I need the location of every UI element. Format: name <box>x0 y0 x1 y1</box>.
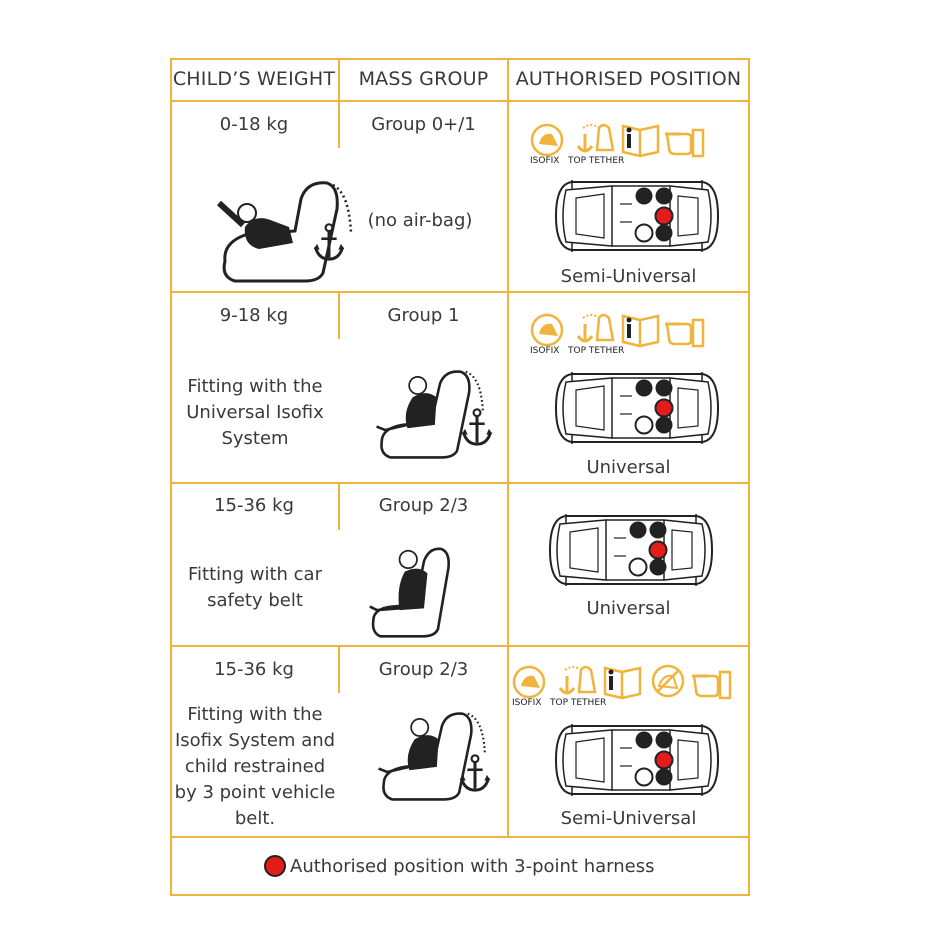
row1-weight: 0-18 kg <box>219 114 289 135</box>
anchor-icon <box>458 754 492 794</box>
header-divider <box>170 100 750 102</box>
row2-fitting-line2: Universal Isofix <box>186 402 324 423</box>
row3-position-label: Universal <box>586 598 671 619</box>
isofix-icon <box>530 310 572 348</box>
top-tether-label: TOP TETHER <box>568 346 625 356</box>
top-tether-icon <box>557 662 599 700</box>
anchor-icon <box>460 408 494 448</box>
isofix-icon <box>530 120 572 158</box>
pointing-hand-icon <box>692 662 734 700</box>
header-authorised-position: AUTHORISED POSITION <box>515 68 742 90</box>
row4-fitting-line5: belt. <box>234 808 276 829</box>
header-mass-group: MASS GROUP <box>358 68 489 90</box>
vehicle-seat-diagram <box>552 368 722 448</box>
compatibility-table <box>170 58 750 896</box>
row-divider <box>170 482 750 484</box>
manual-icon <box>620 310 662 348</box>
row2-fitting-line3: System <box>221 428 289 449</box>
header-childs-weight: CHILD’S WEIGHT <box>172 68 336 90</box>
top-tether-icon <box>575 310 617 348</box>
row-divider <box>170 291 750 293</box>
isofix-label: ISOFIX <box>530 156 560 166</box>
booster-seat-illustration <box>366 542 454 638</box>
row3-fitting-line2: safety belt <box>207 590 303 611</box>
row4-fitting-line1: Fitting with the <box>187 704 323 725</box>
column-divider <box>507 58 509 838</box>
vehicle-seat-diagram <box>552 720 722 800</box>
top-tether-label: TOP TETHER <box>550 698 607 708</box>
vehicle-seat-diagram <box>552 176 722 256</box>
row1-position-label: Semi-Universal <box>560 266 697 287</box>
pointing-hand-icon <box>665 120 707 158</box>
row4-weight: 15-36 kg <box>214 659 294 680</box>
no-airbag-icon <box>647 662 689 700</box>
row4-position-label: Semi-Universal <box>560 808 697 829</box>
row2-weight: 9-18 kg <box>219 305 289 326</box>
row2-position-label: Universal <box>586 457 671 478</box>
row4-fitting-line3: child restrained <box>184 756 326 777</box>
top-tether-label: TOP TETHER <box>568 156 625 166</box>
row3-weight: 15-36 kg <box>214 495 294 516</box>
table-border-top <box>170 58 750 60</box>
row-divider <box>170 836 750 838</box>
manual-icon <box>620 120 662 158</box>
row4-fitting-line2: Isofix System and <box>174 730 336 751</box>
authorised-position-dot <box>264 855 286 877</box>
vehicle-seat-diagram <box>546 510 716 590</box>
row1-note: (no air-bag) <box>367 210 473 231</box>
row3-fitting-line1: Fitting with car <box>188 564 322 585</box>
top-tether-icon <box>575 120 617 158</box>
row4-fitting-line4: by 3 point vehicle <box>174 782 336 803</box>
row2-group: Group 1 <box>387 305 460 326</box>
row1-group: Group 0+/1 <box>371 114 476 135</box>
row4-group: Group 2/3 <box>378 659 469 680</box>
isofix-icon <box>512 662 554 700</box>
isofix-label: ISOFIX <box>530 346 560 356</box>
row-divider <box>170 645 750 647</box>
manual-icon <box>602 662 644 700</box>
legend-text: Authorised position with 3-point harness <box>290 856 655 877</box>
row3-group: Group 2/3 <box>378 495 469 516</box>
table-border-right <box>748 58 750 896</box>
table-border-bottom <box>170 894 750 896</box>
isofix-label: ISOFIX <box>512 698 542 708</box>
row2-fitting-line1: Fitting with the <box>187 376 323 397</box>
pointing-hand-icon <box>665 310 707 348</box>
